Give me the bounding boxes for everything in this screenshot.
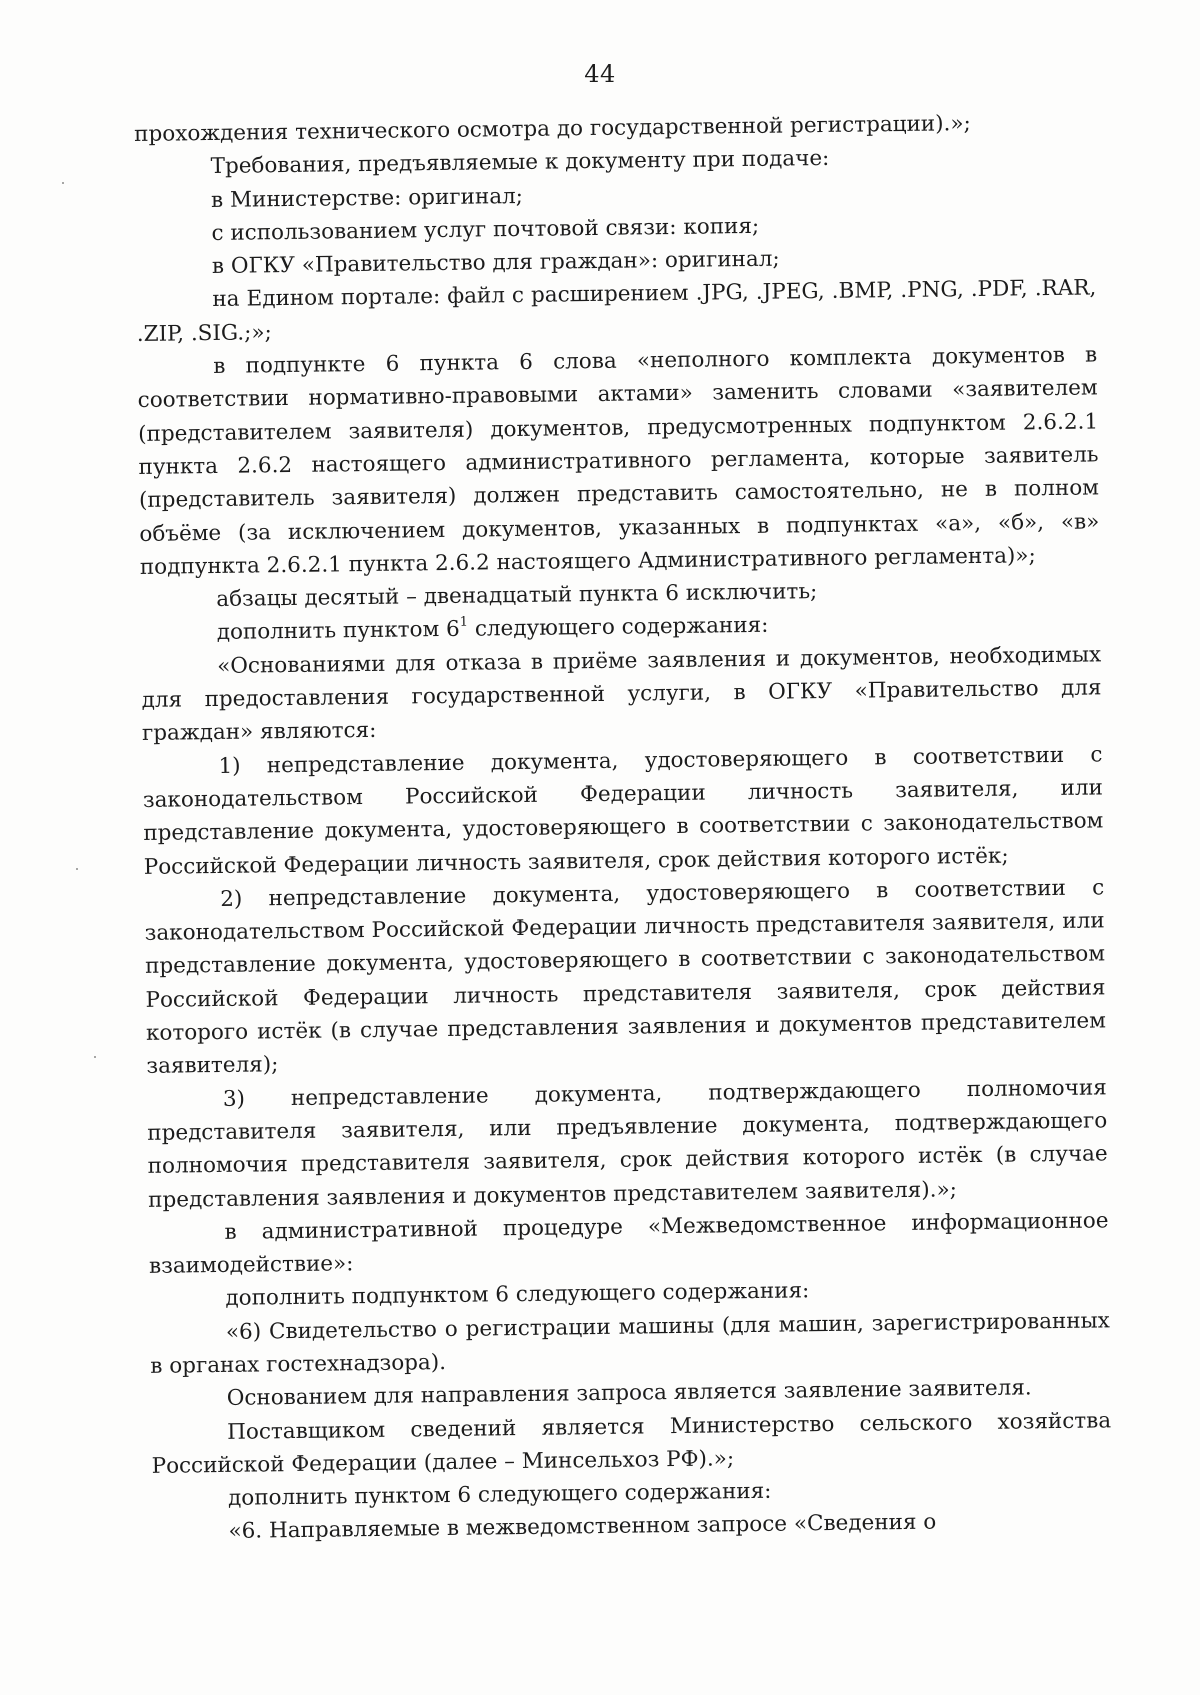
paragraph: «6. Направляемые в межведомственном запросе «Сведения о (228, 1510, 937, 1545)
paragraph: Поставщиком сведений является Министерство сельского хозяйства Российской Федерации (далее – Минсельхоз РФ).»; (151, 1407, 1112, 1479)
paragraph: с использованием услуг почтовой связи: копия; (211, 213, 760, 246)
paragraph: Требования, предъявляемые к документу при подаче: (210, 146, 830, 180)
document-body (134, 105, 1113, 1549)
paragraph: в подпункте 6 пункта 6 слова «неполного комплекта документов в соответствии нормативно-правовыми актами» заменить словами «заявителем (представителем заявителя) документов, предусмотренных подпунктом 2.6.2.1 пункта 2.6.2 настоящего административного регламента, которые заявитель (представитель заявителя) должен представить самостоятельно, не в полном объёме (за исключением документов, указанных в подпунктах «а», «б», «в» подпункта 2.6.2.1 пункта 2.6.2 настоящего Административного регламента)»; (137, 342, 1100, 580)
paragraph: на Едином портале: файл с расширением .JPG, .JPEG, .BMP, .PNG, .PDF, .RAR, .ZIP, .SIG.;»; (136, 275, 1097, 347)
paragraph: Основанием для направления запроса является заявление заявителя. (226, 1375, 1032, 1412)
scan-speck (76, 868, 78, 870)
paragraph-text: дополнить пунктом 6 (216, 617, 460, 646)
list-item: 1) непредставление документа, удостоверяющего в соответствии с законодательством Российской Федерации личность заявителя, или представление документа, удостоверяющего в соответствии с законодательством Российской Федерации личность заявителя, срок действия которого истёк; (142, 742, 1104, 880)
superscript: 1 (459, 614, 469, 631)
scan-speck (94, 1056, 96, 1058)
paragraph-text: следующего содержания: (467, 613, 769, 643)
paragraph: в Министерстве: оригинал; (210, 183, 524, 213)
paragraph: в ОГКУ «Правительство для граждан»: оригинал; (211, 246, 780, 280)
list-item: 2) непредставление документа, удостоверяющего в соответствии с законодательством Российской Федерации личность представителя заявителя, или представление документа, удостоверяющего в соответствии с законодательством Российской Федерации личность представителя заявителя, срок действия которого истёк (в случае представления заявления и документов представителем заявителя); (144, 875, 1107, 1080)
paragraph: дополнить пунктом 6 следующего содержания: (227, 1478, 772, 1512)
paragraph: дополнить подпунктом 6 следующего содержания: (225, 1278, 810, 1312)
paragraph: «Основаниями для отказа в приёме заявления и документов, необходимых для предоставления государственной услуги, в ОГКУ «Правительство для граждан» являются: (141, 642, 1102, 747)
paragraph: прохождения технического осмотра до государственной регистрации).»; (134, 111, 971, 147)
paragraph: в административной процедуре «Межведомственное информационное взаимодействие»: (148, 1208, 1109, 1279)
paragraph: «6) Свидетельство о регистрации машины (для машин, зарегистрированных в органах гостехнадзора). (150, 1308, 1110, 1379)
list-item: 3) непредставление документа, подтверждающего полномочия представителя заявителя, или предъявление документа, подтверждающего полномочия представителя заявителя, срок действия которого истёк (в случае представления заявления и документов представителем заявителя).»; (147, 1074, 1108, 1213)
paragraph: абзацы десятый – двенадцатый пункта 6 исключить; (216, 579, 818, 613)
scan-speck (62, 182, 64, 184)
page-number: 44 (584, 60, 616, 88)
